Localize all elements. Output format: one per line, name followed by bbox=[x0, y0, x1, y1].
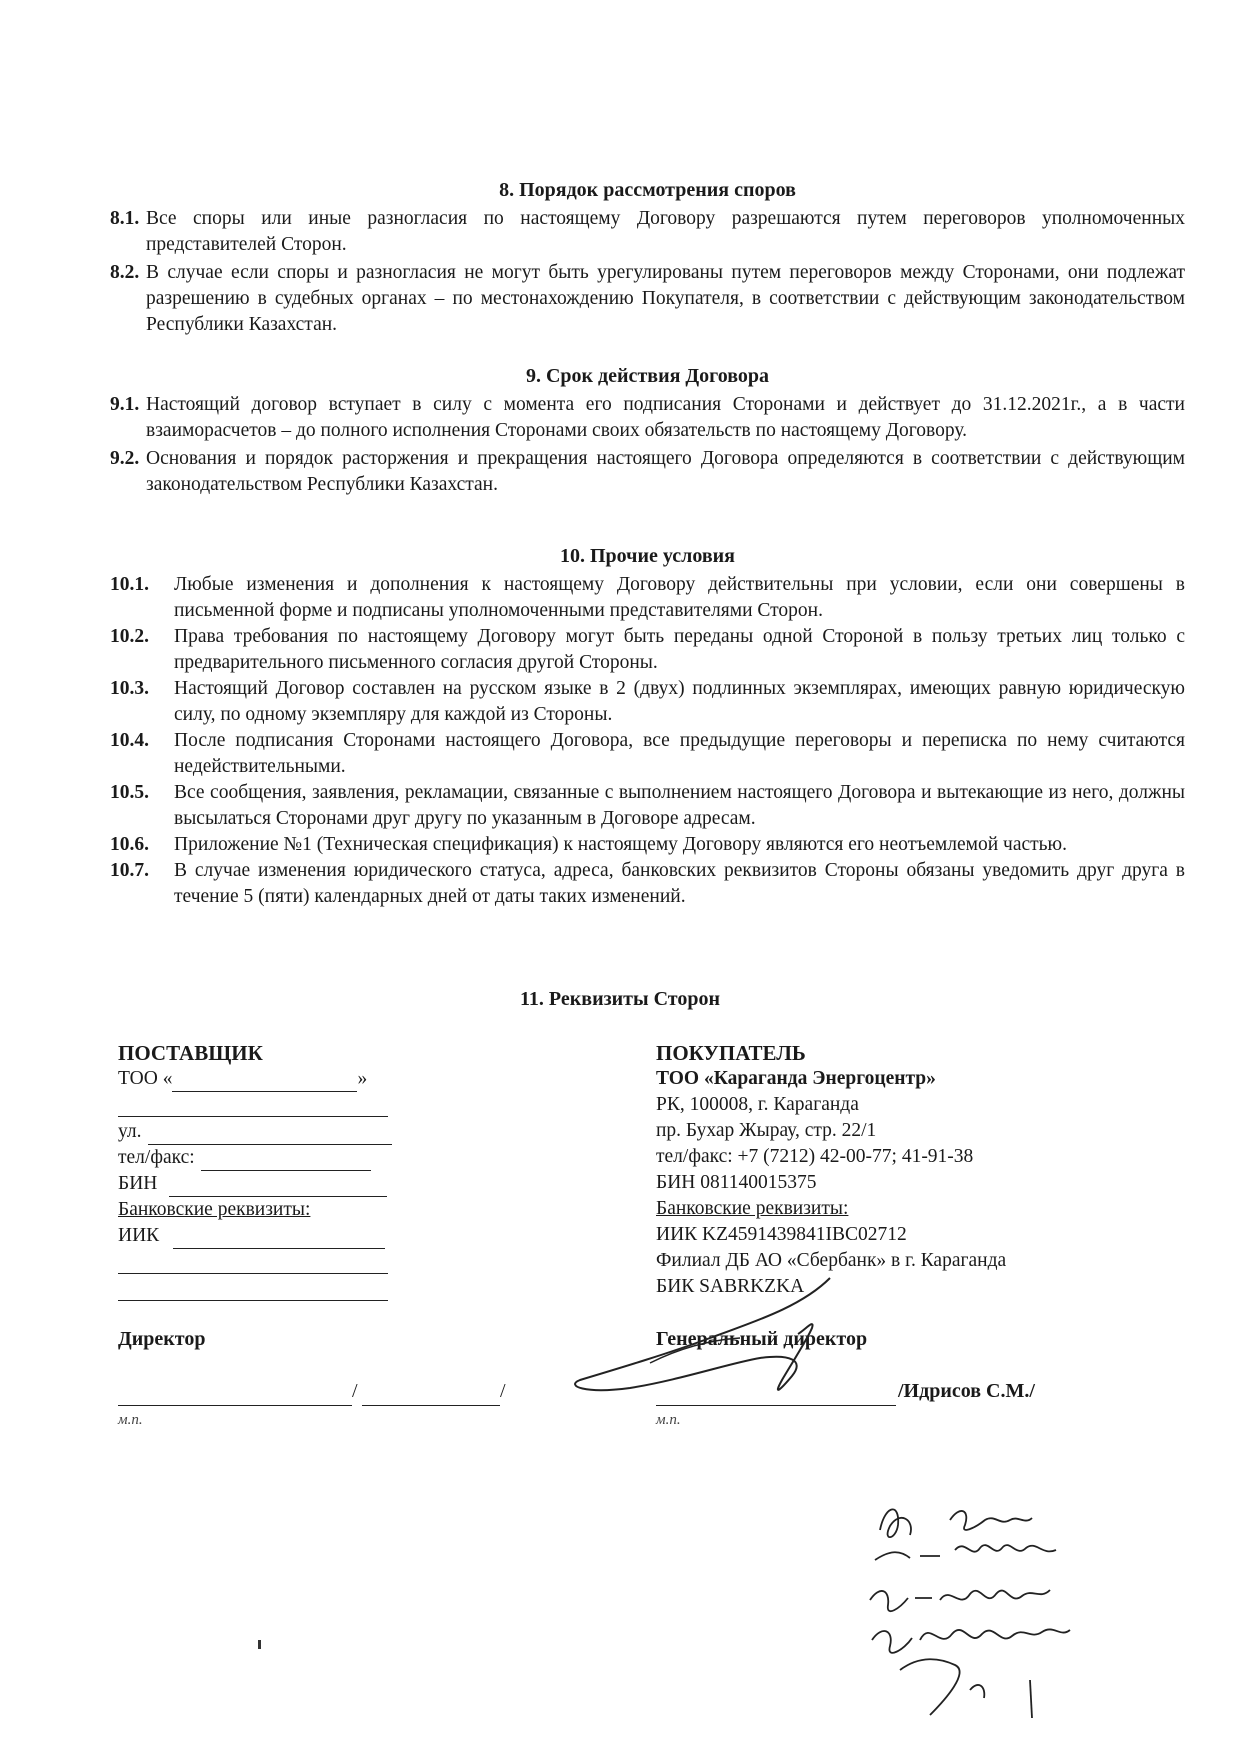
supplier-signature-line bbox=[118, 1404, 352, 1406]
clause-number: 10.6. bbox=[110, 834, 149, 855]
clause-text: Настоящий договор вступает в силу с момента его подписания Сторонами и действует до 31.12.2021г., а в части взаиморасчетов – до полного исполнения Сторонами своих обязательств по настоящему Договору. bbox=[146, 394, 1185, 441]
supplier-bin-label: БИН bbox=[118, 1173, 158, 1194]
supplier-org-suffix: » bbox=[357, 1068, 368, 1089]
section-heading: 9. Срок действия Договора bbox=[525, 365, 770, 387]
supplier-bank-label: Банковские реквизиты: bbox=[118, 1199, 311, 1220]
supplier-name-line bbox=[362, 1404, 500, 1406]
clause bbox=[110, 676, 1185, 728]
supplier-street-blank bbox=[148, 1119, 392, 1145]
buyer-street: пр. Бухар Жырау, стр. 22/1 bbox=[656, 1120, 877, 1141]
buyer-sign-title: Генеральный директор bbox=[656, 1328, 868, 1350]
clause-number: 9.2. bbox=[110, 448, 140, 469]
supplier-org-prefix: ТОО « bbox=[118, 1068, 173, 1089]
supplier-bin-blank bbox=[169, 1171, 387, 1197]
clause-number: 10.7. bbox=[110, 860, 149, 881]
clause bbox=[110, 260, 1185, 338]
clause-number: 8.1. bbox=[110, 208, 140, 229]
clause-text: Все споры или иные разногласия по настоящему Договору разрешаются путем переговоров уполномоченных представителей Сторон. bbox=[146, 208, 1185, 255]
clause-number: 9.1. bbox=[110, 394, 140, 415]
supplier-blank-line bbox=[118, 1092, 388, 1117]
clause-number: 10.5. bbox=[110, 782, 149, 803]
clause-text: В случае если споры и разногласия не могут быть урегулированы путем переговоров между Сторонами, они подлежат разрешению в судебных органах – по местонахождению Покупателя, в соответствии с действующим законодательством Республики Казахстан. bbox=[146, 262, 1185, 335]
supplier-phone-row bbox=[118, 1145, 398, 1171]
signature-slash: / bbox=[352, 1380, 358, 1402]
signature-slash: / bbox=[500, 1380, 506, 1402]
supplier-street-label: ул. bbox=[118, 1121, 142, 1142]
clause bbox=[110, 624, 1185, 676]
supplier-org-row bbox=[118, 1066, 398, 1092]
clause-number: 8.2. bbox=[110, 262, 140, 283]
buyer-bank: Филиал ДБ АО «Сбербанк» в г. Караганда bbox=[656, 1250, 1007, 1271]
buyer-signer-name: /Идрисов С.М./ bbox=[898, 1380, 1035, 1402]
clause-text: После подписания Сторонами настоящего Договора, все предыдущие переговоры и переписка по нему считаются недействительными. bbox=[174, 730, 1185, 777]
supplier-iik-row bbox=[118, 1223, 398, 1249]
clause-text: Все сообщения, заявления, рекламации, связанные с выполнением настоящего Договора и вытекающие из него, должны высылаться Сторонами друг другу по указанным в Договоре адресам. bbox=[174, 782, 1185, 829]
clause-number: 10.3. bbox=[110, 678, 149, 699]
clause-number: 10.2. bbox=[110, 626, 149, 647]
clause bbox=[110, 780, 1185, 832]
section-disputes bbox=[110, 178, 1185, 338]
supplier-phone-blank bbox=[201, 1145, 371, 1171]
buyer-phone: тел/факс: +7 (7212) 42-00-77; 41-91-38 bbox=[656, 1146, 974, 1167]
section-heading: 10. Прочие условия bbox=[560, 545, 735, 567]
clause-text: Права требования по настоящему Договору могут быть переданы одной Стороной в пользу третьих лиц только с предварительного письменного согласия другой Стороны. bbox=[174, 626, 1185, 673]
buyer-title: ПОКУПАТЕЛЬ bbox=[656, 1041, 806, 1065]
supplier-stamp-place: м.п. bbox=[118, 1412, 143, 1428]
supplier-org-blank bbox=[172, 1071, 357, 1092]
clause-number: 10.4. bbox=[110, 730, 149, 751]
clause-text: Основания и порядок расторжения и прекращения настоящего Договора определяются в соответствии с действующим законодательством Республики Казахстан. bbox=[146, 448, 1185, 495]
supplier-requisites bbox=[118, 1040, 398, 1303]
clause-text: Приложение №1 (Техническая спецификация) к настоящему Договору являются его неотъемлемой частью. bbox=[174, 834, 1067, 855]
clause bbox=[110, 832, 1185, 858]
buyer-bin: БИН 081140015375 bbox=[656, 1172, 817, 1193]
buyer-bank-label: Банковские реквизиты: bbox=[656, 1198, 849, 1219]
supplier-iik-blank bbox=[173, 1223, 385, 1249]
buyer-requisites bbox=[656, 1040, 1116, 1300]
buyer-iik: ИИК KZ4591439841IBC02712 bbox=[656, 1224, 907, 1245]
clause bbox=[110, 572, 1185, 624]
approval-signatures-scribble bbox=[860, 1490, 1120, 1720]
section-term bbox=[110, 364, 1185, 498]
supplier-street-row bbox=[118, 1119, 398, 1145]
clause-text: Любые изменения и дополнения к настоящему Договору действительны при условии, если они совершены в письменной форме и подписаны уполномоченными представителями Сторон. bbox=[174, 574, 1185, 621]
supplier-blank-line bbox=[118, 1249, 388, 1274]
supplier-bin-row bbox=[118, 1171, 398, 1197]
clause-text: Настоящий Договор составлен на русском языке в 2 (двух) подлинных экземплярах, имеющих равную юридическую силу, по одному экземпляру для каждой из Стороны. bbox=[174, 678, 1185, 725]
section-heading-requisites: 11. Реквизиты Сторон bbox=[520, 988, 720, 1010]
buyer-bik: БИК SABRKZKA bbox=[656, 1276, 805, 1297]
clause bbox=[110, 392, 1185, 444]
clause-number: 10.1. bbox=[110, 574, 149, 595]
supplier-iik-label: ИИК bbox=[118, 1225, 160, 1246]
clause bbox=[110, 858, 1185, 910]
supplier-sign-title: Директор bbox=[118, 1328, 206, 1350]
clause bbox=[110, 446, 1185, 498]
supplier-phone-label: тел/факс: bbox=[118, 1147, 195, 1168]
supplier-title: ПОСТАВЩИК bbox=[118, 1041, 263, 1065]
supplier-blank-line bbox=[118, 1276, 388, 1301]
buyer-stamp-place: м.п. bbox=[656, 1412, 681, 1428]
section-heading: 8. Порядок рассмотрения споров bbox=[499, 179, 796, 201]
buyer-city: РК, 100008, г. Караганда bbox=[656, 1094, 859, 1115]
section-other-terms bbox=[110, 544, 1185, 910]
buyer-org: ТОО «Караганда Энергоцентр» bbox=[656, 1068, 936, 1089]
clause bbox=[110, 728, 1185, 780]
scan-artifact bbox=[258, 1640, 261, 1649]
clause-text: В случае изменения юридического статуса, адреса, банковских реквизитов Стороны обязаны уведомить друг друга в течение 5 (пяти) календарных дней от даты таких изменений. bbox=[174, 860, 1185, 907]
clause bbox=[110, 206, 1185, 258]
director-signature-scribble bbox=[560, 1268, 860, 1408]
